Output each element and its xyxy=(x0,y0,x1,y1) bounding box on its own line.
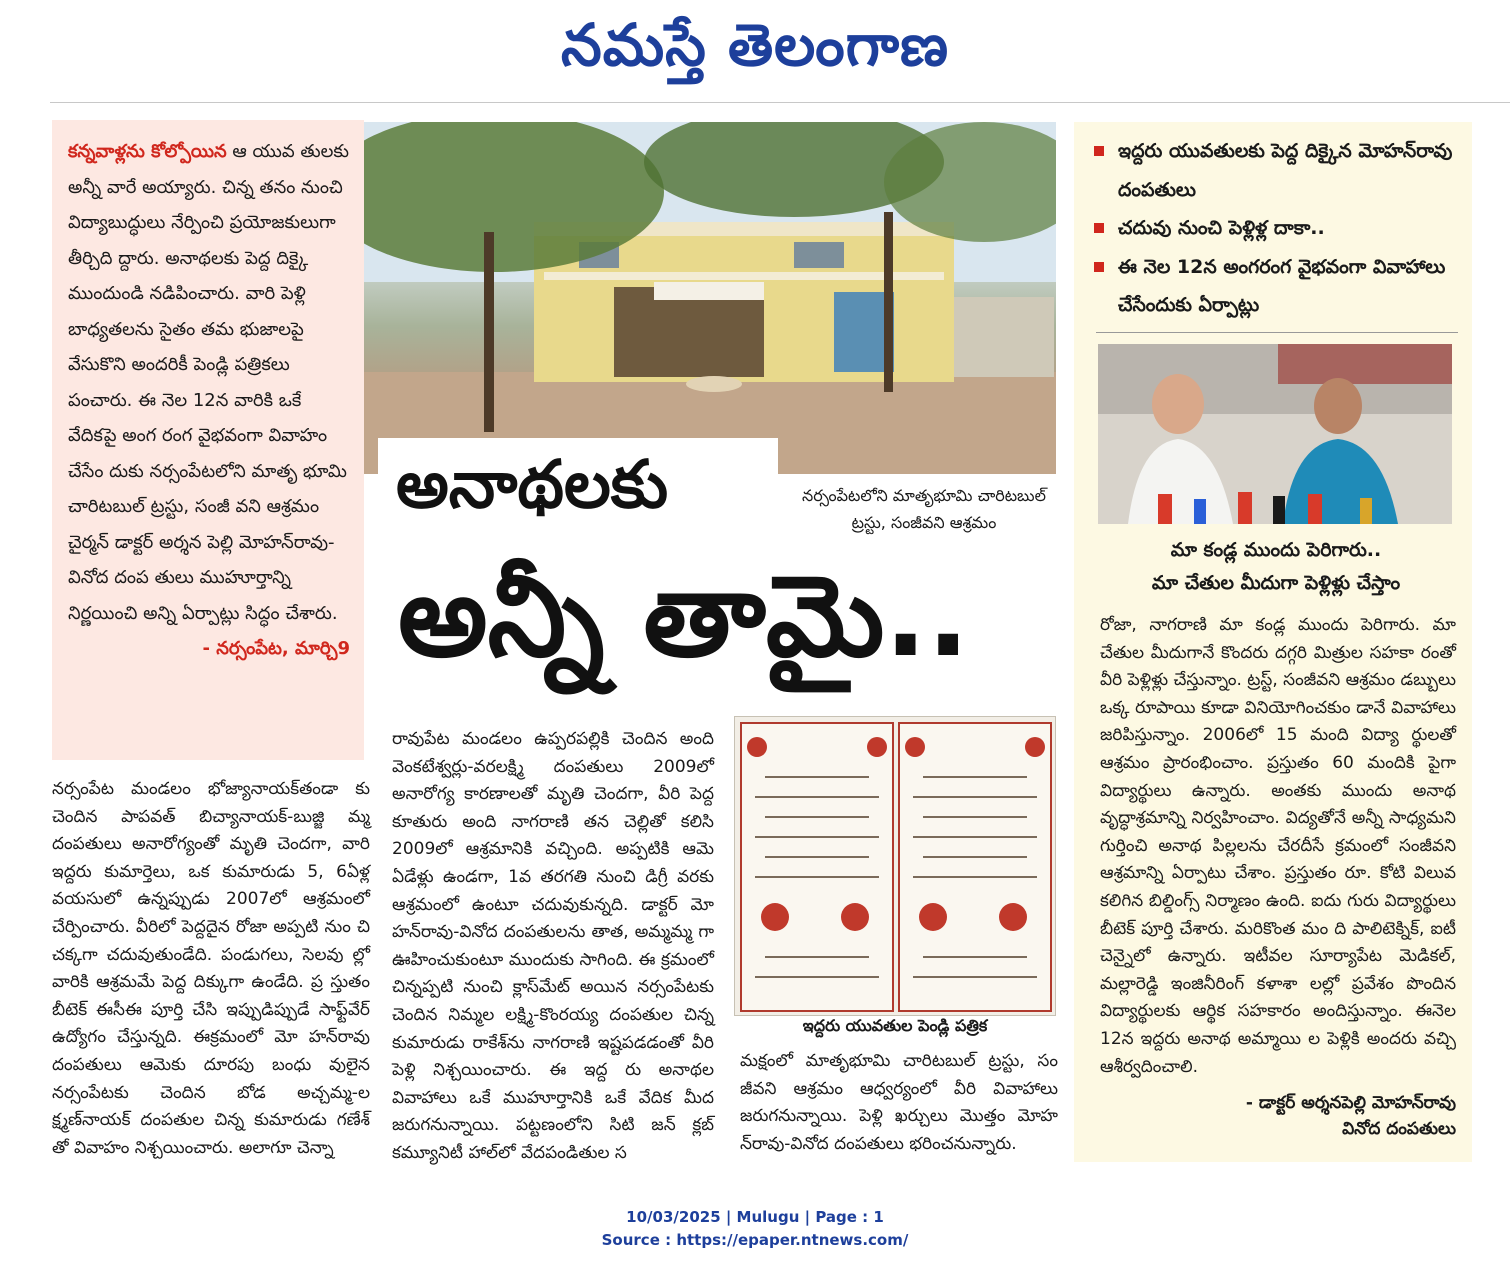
footer-date-edition: 10/03/2025 | Mulugu | Page : 1 xyxy=(626,1208,884,1226)
quote-heading-line2: మా చేతుల మీదుగా పెళ్లిళ్లు చేస్తాం xyxy=(1151,572,1401,594)
highlight-item xyxy=(1092,132,1464,209)
page-footer xyxy=(0,1206,1510,1252)
lede-highlight: కన్నవాళ్లను కోల్పోయిన xyxy=(68,141,227,162)
highlight-item xyxy=(1092,248,1464,325)
signature-line2: వినోద దంపతులు xyxy=(1342,1119,1456,1139)
highlight-text: ఈ నెల 12న అంగరంగ వైభవంగా వివాహాలు చేసేందుకు ఏర్పాట్లు xyxy=(1118,255,1446,316)
body-column-right: రోజా, నాగరాణి మా కండ్ల ముందు పెరిగారు. మా చేతుల మీదుగానే కొందరు దగ్గరి మిత్రుల సహకా రంతో వీరి పెళ్లిళ్లు చేస్తున్నాం. ట్రస్ట్, సంజీవని ఆశ్రమం డబ్బులు ఒక్క రూపాయి కూడా వినియోగించకుం డానే వివాహాలు జరిపిస్తున్నాం. 2006లో 15 మంది విద్యా ర్థులతో ఆశ్రమం ప్రారంభించాం. ప్రస్తుతం 60 మందికి పైగా విద్యార్థులు ఉన్నారు. అంతకు ముందు అనాథ వృద్ధాశ్రమాన్ని నిర్వహించాం. విద్యతోనే అన్నీ సాధ్యమని గుర్తించి అనాథ పిల్లలను చేరదీసే క్రమంలో సంజీవని ఆశ్రమాన్ని ఏర్పాటు చేశాం. ప్రస్తుతం రూ. కోటి విలువ కలిగిన బిల్డింగ్స్ నిర్మాణం ఉంది. ఐదు గురు విద్యార్థులు బీటెక్ పూర్తి చేశారు. మరికొంత మం ది పాలిటెక్నిక్, ఐటీ చెన్నైలో ఉన్నారు. ఇటీవల సూర్యాపేట మెడికల్, మల్లారెడ్డి ఇంజినీరింగ్ కళాశా లల్లో ప్రవేశం పొందిన విద్యార్థులకు ఆర్థిక సహకారం అందిస్తున్నాం. ఈనెల 12న ఇద్దరు అనాథ అమ్మాయి ల పెళ్లికి అందరు వచ్చి ఆశీర్వదించాలి. xyxy=(1100,615,1456,1077)
press-meet-illustration xyxy=(1098,344,1452,524)
body-column-left: నర్సంపేట మండలం భోజ్యానాయక్‌తండా కు చెందిన పాపవత్ బిచ్యానాయక్-బుజ్జి మ్మ దంపతులు అనారోగ్యంతో మృతి చెందగా, వారి ఇద్దరు కుమార్తెలు, ఒక కుమారుడు 5, 6ఏళ్ల వయసులో ఉన్నప్పుడు 2007లో ఆశ్రమంలో చేర్పించారు. వీరిలో పెద్దదైన రోజా అప్పటి నుం చి చక్కగా చదువుతుండేది. పండుగలు, సెలవు ల్లో వారికి ఆశ్రమమే పెద్ద దిక్కుగా ఉండేది. ప్ర స్తుతం బీటెక్ ఈసీఈ పూర్తి చేసి ఇప్పుడిప్పుడే సాఫ్ట్‌వేర్ ఉద్యోగం చేస్తున్నది. ఈక్రమంలో మో హన్‌రావు దంపతులు ఆమెకు దూరపు బంధు వులైన నర్సంపేటకు చెందిన బోడ అచ్చమ్మ-ల క్ష్మణ్‌నాయక్ దంపతుల చిన్న కుమారుడు గణేశ్ తో వివాహం నిశ్చయించారు. అలాగూ చెన్నా xyxy=(52,779,370,1158)
body-column-middle-continued: మక్షంలో మాతృభూమి చారిటబుల్ ట్రస్టు, సం జీవని ఆశ్రమం ఆధ్వర్యంలో వీరి వివాహాలు జరుగనున్నాయి. పెళ్లి ఖర్చులు మొత్తం మోహ న్‌రావు-వినోద దంపతులు భరించనున్నారు. xyxy=(740,1051,1058,1154)
lede-dateline: - నర్సంపేట, మార్చి9 xyxy=(202,638,350,659)
masthead: నమస్తే తెలంగాణ xyxy=(561,11,949,79)
couple-press-photo xyxy=(1098,344,1452,524)
highlight-text: చదువు నుంచి పెళ్లిళ్ల దాకా.. xyxy=(1118,217,1325,239)
lede-text: ఆ యువ తులకు అన్నీ వారే అయ్యారు. చిన్న తనం నుంచి విద్యాబుద్ధులు నేర్పించి ప్రయోజకులుగా తీర్చిది ద్దారు. అనాథలకు పెద్ద దిక్కై ముందుండి నడిపించారు. వారి పెళ్లి బాధ్యతలను సైతం తమ భుజాలపై వేసుకొని అందరికీ పెండ్లి పత్రికలు పంచారు. ఈ నెల 12న వారికి ఒకే వేదికపై అంగ రంగ వైభవంగా వివాహం చేసేం దుకు నర్సంపేటలోని మాతృ భూమి చారిటబుల్ ట్రస్టు, సంజీ వని ఆశ్రమం చైర్మన్ డాక్టర్ అర్శన పెల్లి మోహన్‌రావు-వినోద దంప తులు ముహూర్తాన్ని నిర్ణయించి అన్ని ఏర్పాట్లు సిద్ధం చేశారు. xyxy=(68,141,349,624)
highlights-list xyxy=(1092,132,1464,325)
headline-line1: అనాథలకు xyxy=(396,446,669,523)
photo-caption: నర్సంపేటలోని మాతృభూమి చారిటబుల్ ట్రస్టు, సంజీవని ఆశ్రమం xyxy=(802,486,1046,532)
ashram-building-illustration xyxy=(364,122,1056,474)
highlight-text: ఇద్దరు యువతులకు పెద్ద దిక్కైన మోహన్‌రావు దంపతులు xyxy=(1118,140,1453,201)
quote-signature xyxy=(1100,1090,1456,1142)
invitation-card-illustration xyxy=(735,717,1056,1016)
masthead-rule xyxy=(50,102,1510,103)
wedding-invitation-photo xyxy=(734,716,1056,1016)
quote-heading xyxy=(1100,534,1452,600)
bullet-square-icon xyxy=(1094,223,1104,233)
bullet-square-icon xyxy=(1094,262,1104,272)
headline-line2: అన్నీ తామై.. xyxy=(398,552,970,682)
invitation-caption: ఇద్దరు యువతుల పెండ్లి పత్రిక xyxy=(802,1016,988,1035)
lede-box xyxy=(52,120,364,760)
footer-source: Source : https://epaper.ntnews.com/ xyxy=(601,1231,909,1249)
ashram-building-photo xyxy=(364,122,1056,474)
bullet-square-icon xyxy=(1094,146,1104,156)
signature-line1: - డాక్టర్ అర్శనపెల్లి మోహన్‌రావు xyxy=(1245,1093,1456,1113)
body-column-middle: రావుపేట మండలం ఉప్పరపల్లికి చెందిన అంది వెంకటేశ్వర్లు-వరలక్ష్మి దంపతులు 2009లో అనారోగ్య కారణాలతో మృతి చెందగా, వీరి పెద్ద కూతురు అంది నాగరాణి తన చెల్లితో కలిసి 2009లో ఆశ్రమానికి వచ్చింది. అప్పటికి ఆమె ఏడేళ్లు ఉండగా, 1వ తరగతి నుంచి డిగ్రీ వరకు ఆశ్రమంలో ఉంటూ చదువుకున్నది. డాక్టర్ మో హన్‌రావు-వినోద దంపతులను తాత, అమ్మమ్మ గా ఊహించుకుంటూ ముందుకు సాగింది. ఈ క్రమంలో చిన్నప్పటి నుంచి క్లాస్‌మేట్ అయిన నర్సంపేటకు చెందిన నిమ్మల లక్ష్మి-కొంరయ్య దంపతుల చిన్న కుమారుడు రాకేశ్‌ను నాగరాణి ఇష్టపడడంతో వీరి పెళ్లి నిశ్చయించారు. ఈ ఇద్ద రు అనాథల వివాహాలు ఒకే ముహూర్తానికి ఒకే వేదిక మీద జరుగనున్నాయి. పట్టణంలోని సిటి జన్ క్లబ్ కమ్యూనిటీ హాల్‌లో వేదపండితుల స xyxy=(392,729,714,1163)
highlight-item xyxy=(1092,209,1464,248)
quote-heading-line1: మా కండ్ల ముందు పెరిగారు.. xyxy=(1170,539,1382,561)
highlights-divider xyxy=(1096,332,1458,333)
